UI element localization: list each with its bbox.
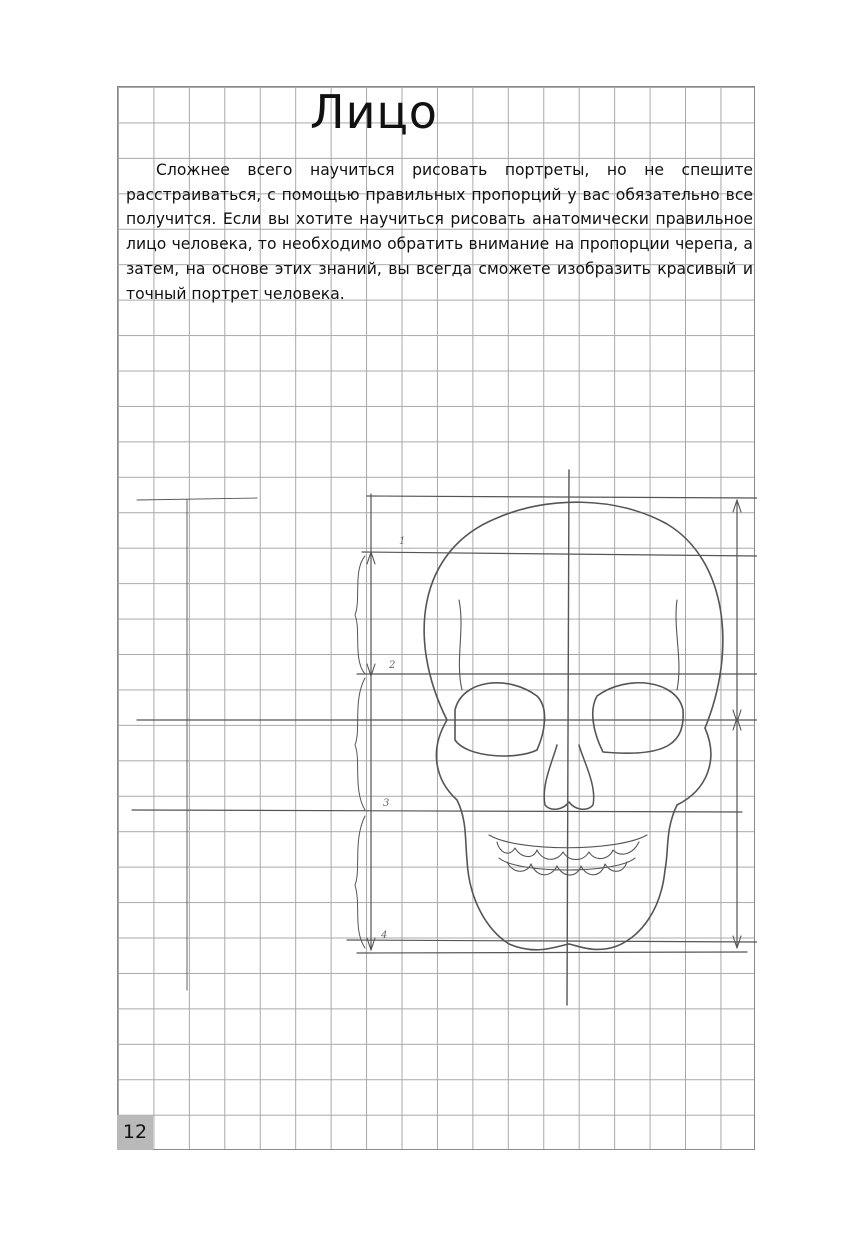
label-2: 2 (389, 660, 396, 671)
page-title: Лицо (310, 85, 438, 139)
page-number: 12 (117, 1115, 153, 1150)
skull-outline-left (436, 720, 569, 950)
left-braces (355, 556, 365, 948)
cranium (424, 502, 723, 728)
arrow-heads (367, 500, 741, 950)
intro-text: Сложнее всего научиться рисовать портреты, но не спешите расстраиваться, с помощью правильных пропорций у вас обязательно все получится. Если вы хотите научиться рисовать анатомически правильное лицо человека, то необходимо обратить внимание на пропорции черепа, а затем, на основе этих знаний, вы всегда сможете изобразить красивый и точный портрет человека. (126, 161, 753, 303)
label-4: 4 (381, 930, 388, 941)
right-eye-socket (593, 683, 683, 753)
skull-proportions-sketch-icon (117, 460, 757, 1020)
label-3: 3 (383, 798, 390, 809)
label-1: 1 (399, 536, 406, 547)
center-line (567, 470, 569, 1005)
intro-paragraph (126, 158, 753, 306)
nasal-cavity (544, 745, 594, 809)
left-eye-socket (455, 683, 545, 756)
left-guides (137, 498, 257, 990)
